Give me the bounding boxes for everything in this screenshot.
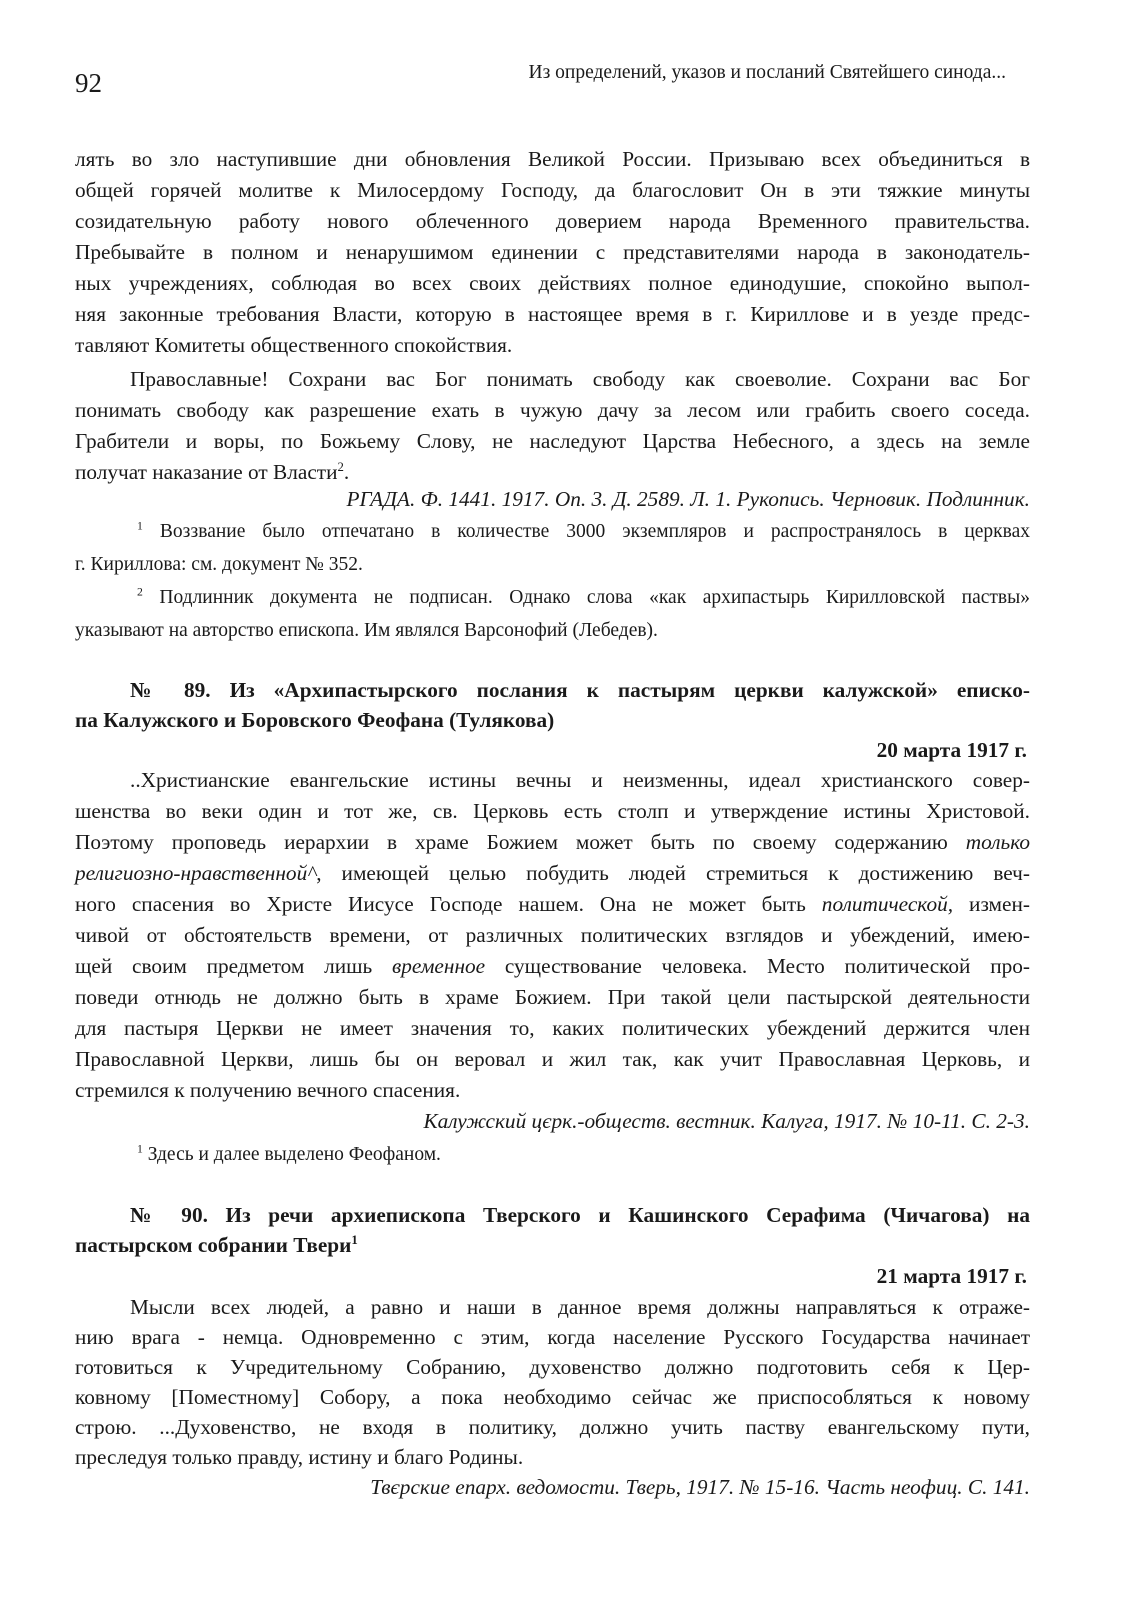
page-number: 92 [75,68,102,98]
emphasis-text: временное [392,954,486,978]
text-line: Твєрские епарх. ведомости. Тверь, 1917. № 15-16. Часть неофиц. С. 141. [370,1475,1030,1499]
text-line: Православной Церкви, лишь бы он веровал и жил так, как учит Православная Церковь, и [75,1047,1030,1071]
text-line: Калужский цєрк.-обществ. вестник. Калуга, 1917. № 10-11. С. 2-3. [423,1109,1030,1133]
text-span: Подлинник документа не подписан. Однако слова «как архипастырь Кирилловской паствы» [142,587,1030,608]
text-line: стремился к получению вечного спасения. [75,1078,461,1102]
text-line: строю. ...Духовенство, не входя в политику, должно учить паству евангельскому пути, [75,1415,1030,1439]
text-line: готовиться к Учредительному Собранию, духовенство должно подготовить себя к Цер- [75,1355,1030,1379]
text-line: 21 марта 1917 г. [876,1264,1027,1288]
footnote-marker: 1 [351,1232,358,1247]
text-line [75,858,1030,889]
text-span: Здесь и далее выделено Феофаном. [142,1144,441,1165]
text-span: Поэтому проповедь иерархии в храме Божием может быть по своему содержанию [75,830,966,854]
archive-source [75,1106,1030,1137]
text-line: чивой от обстоятельств времени, от различных политических взглядов и убеждений, имею- [75,923,1030,947]
archive-source [75,484,1030,515]
text-line: поведи отнюдь не должно быть в храме Божием. При такой цели пастырской деятельности [75,985,1030,1009]
document-date [75,1261,1030,1291]
text-line [75,827,1030,858]
text-span: пастырском собрании Твери [75,1233,352,1257]
text-line [75,951,1030,982]
text-span: получат наказание от Власти [75,460,338,484]
text-line [75,515,1030,548]
text-line: шенства во веки один и тот же, св. Церковь есть столп и утверждение истины Христовой. [75,799,1030,823]
text-line: лять во зло наступившие дни обновления Великой России. Призываю всех объединиться в [75,147,1030,171]
text-line [75,889,1030,920]
text-line: Мысли всех людей, а равно и наши в данное время должны направляться к отраже- [130,1295,1030,1319]
emphasis-text: только [965,830,1030,854]
text-line: г. Кириллова: см. документ № 352. [75,554,363,575]
text-line: няя законные требования Власти, которую в настоящее время в г. Кириллове и в уезде предс- [75,302,1030,326]
text-span: измен- [953,892,1030,916]
text-line: РГАДА. Ф. 1441. 1917. Оп. 3. Д. 2589. Л. 1. Рукопись. Черновик. Подлинник. [346,487,1030,511]
running-title: Из определений, указов и посланий Святейшего синода... [528,62,1006,83]
text-line: Грабители и воры, по Божьему Слову, не наследуют Царства Небесного, а здесь на земле [75,429,1030,453]
text-line: общей горячей молитве к Милосердому Господу, да благословит Он в эти тяжкие минуты [75,178,1030,202]
archive-source [75,1472,1030,1503]
footnote-marker: 1 [137,1142,143,1156]
text-line [75,1138,1030,1171]
text-line [75,1230,1030,1260]
text-line: для пастыря Церкви не имеет значения то, каких политических убеждений держится член [75,1016,1030,1040]
footnote-marker: 2 [337,459,344,474]
text-line: ..Христианские евангельские истины вечны и неизменны, идеал христианского совер- [130,768,1030,792]
document-date [75,735,1030,765]
text-line: указывают на авторство епископа. Им являлся Варсонофий (Лебедев). [75,620,658,641]
paragraph [75,1292,1030,1472]
text-line: Православные! Сохрани вас Бог понимать свободу как своеволие. Сохрани вас Бог [130,367,1030,391]
footnote [75,515,1030,581]
text-span: . [343,460,350,484]
text-line: па Калужского и Боровского Феофана (Тулякова) [75,708,555,732]
paragraph [75,364,1030,488]
text-line: № 90. Из речи архиепископа Тверского и Кашинского Серафима (Чичагова) на [130,1203,1030,1227]
text-line: ковному [Поместному] Собору, а пока необходимо сейчас же приспособляться к новому [75,1385,1030,1409]
text-line: № 89. Из «Архипастырского послания к пастырям церкви калужской» еписко- [130,678,1030,702]
text-line: нию врага - немца. Одновременно с этим, когда население Русского Государства начинает [75,1325,1030,1349]
document-heading [75,1200,1030,1260]
text-line: Пребывайте в полном и ненарушимом единении с представителями народа в законодатель- [75,240,1030,264]
text-line: преследуя только правду, истину и благо Родины. [75,1445,524,1469]
text-span: ного спасения во Христе Иисусе Господе нашем. Она не может быть [75,892,822,916]
emphasis-text: религиозно-нравственной^ [75,861,317,885]
text-line: тавляют Комитеты общественного спокойствия. [75,333,513,357]
footnote-marker: 1 [137,519,143,533]
text-line: 20 марта 1917 г. [876,738,1027,762]
emphasis-text: политической, [821,892,954,916]
text-line: ных учреждениях, соблюдая во всех своих действиях полное единодушие, спокойно выпол- [75,271,1030,295]
text-line [75,581,1030,614]
footnote [75,1138,1030,1171]
paragraph [75,765,1030,1106]
text-span: существование человека. Место политической про- [485,954,1030,978]
text-span: щей своим предметом лишь [75,954,393,978]
text-span: , имеющей целью побудить людей стремиться к достижению веч- [316,861,1030,885]
text-line: созидательную работу нового облеченного доверием народа Временного правительства. [75,209,1030,233]
footnote-marker: 2 [137,585,143,599]
text-line: понимать свободу как разрешение ехать в чужую дачу за лесом или грабить своего соседа. [75,398,1030,422]
text-span: Воззвание было отпечатано в количестве 3000 экземпляров и распространялось в церквах [142,521,1030,542]
paragraph [75,144,1030,361]
document-heading [75,675,1030,735]
footnote [75,581,1030,647]
